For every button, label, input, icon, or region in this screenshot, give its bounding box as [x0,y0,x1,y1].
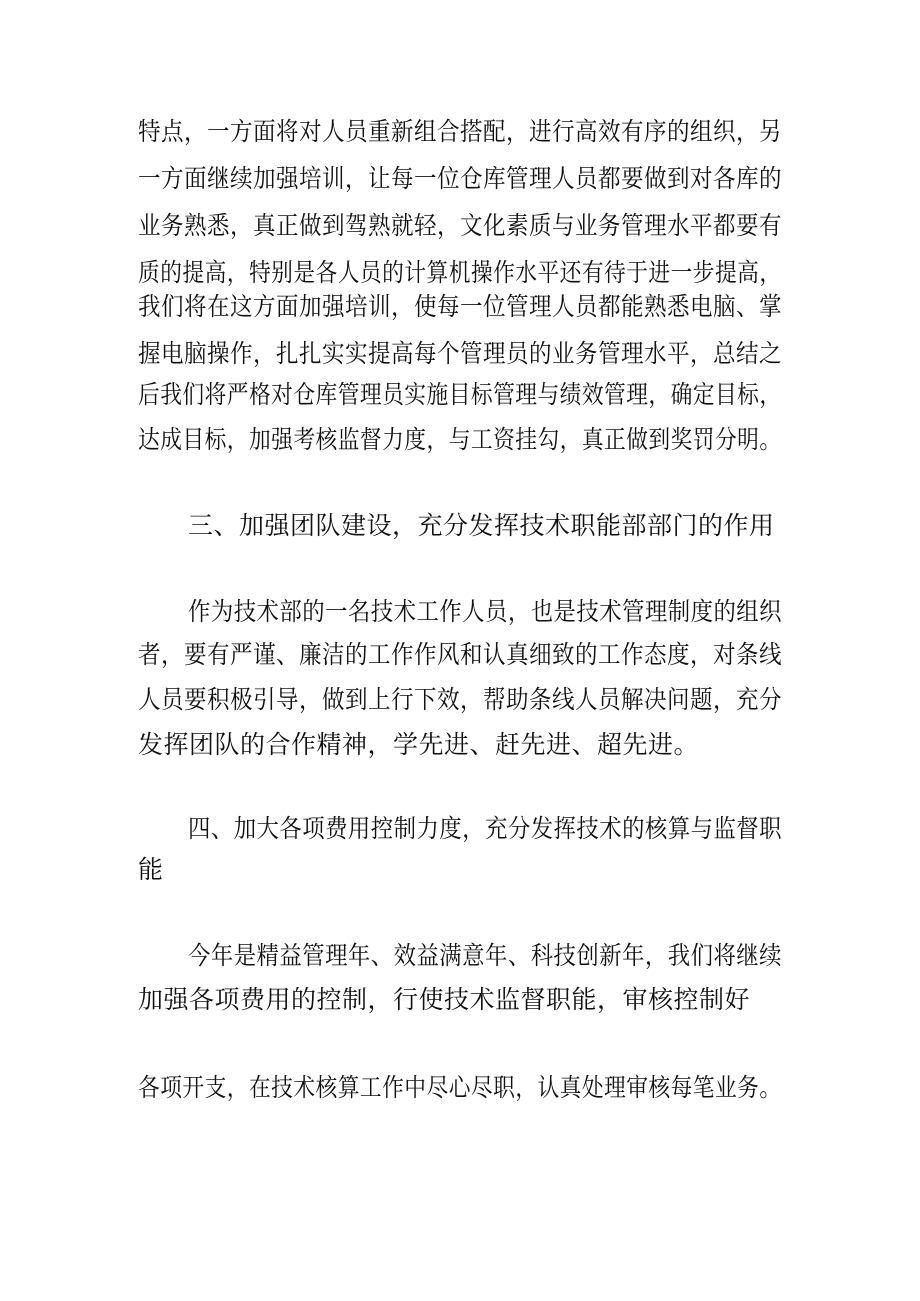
paragraph-line: 达成目标，加强考核监督力度，与工资挂勾，真正做到奖罚分明。 [138,425,782,454]
paragraph-line: 作为技术部的一名技术工作人员，也是技术管理制度的组织 [188,597,783,626]
paragraph-line: 者，要有严谨、廉洁的工作作风和认真细致的工作态度，对条线 [138,640,783,669]
paragraph-line: 特点，一方面将对人员重新组合搭配，进行高效有序的组织，另 [138,117,783,146]
paragraph-line: 各项开支，在技术核算工作中尽心尽职，认真处理审核每笔业务。 [138,1073,782,1102]
paragraph-line: 今年是精益管理年、效益满意年、科技创新年，我们将继续 [188,941,783,970]
paragraph-line: 发挥团队的合作精神，学先进、赶先进、超先进。 [138,730,700,759]
heading-line: 四、加大各项费用控制力度，充分发挥技术的核算与监督职 [188,814,783,843]
paragraph-line: 业务熟悉，真正做到驾熟就轻，文化素质与业务管理水平都要有 [138,211,783,240]
heading-line: 能 [138,855,164,884]
paragraph-line: 握电脑操作，扎扎实实提高每个管理员的业务管理水平，总结之 [138,339,783,368]
paragraph-line: 加强各项费用的控制，行使技术监督职能，审核控制好 [138,985,751,1014]
paragraph-line: 一方面继续加强培训，让每一位仓库管理人员都要做到对各库的 [138,164,783,193]
section-heading-3: 三、加强团队建设，充分发挥技术职能部部门的作用 [188,511,775,540]
paragraph-line: 我们将在这方面加强培训，使每一位管理人员都能熟悉电脑、掌 [138,292,783,321]
paragraph-line: 后我们将严格对仓库管理员实施目标管理与绩效管理，确定目标， [138,380,782,409]
paragraph-line: 人员要积极引导，做到上行下效，帮助条线人员解决问题，充分 [138,685,783,714]
paragraph-line: 质的提高，特别是各人员的计算机操作水平还有待于进一步提高， [138,258,782,287]
